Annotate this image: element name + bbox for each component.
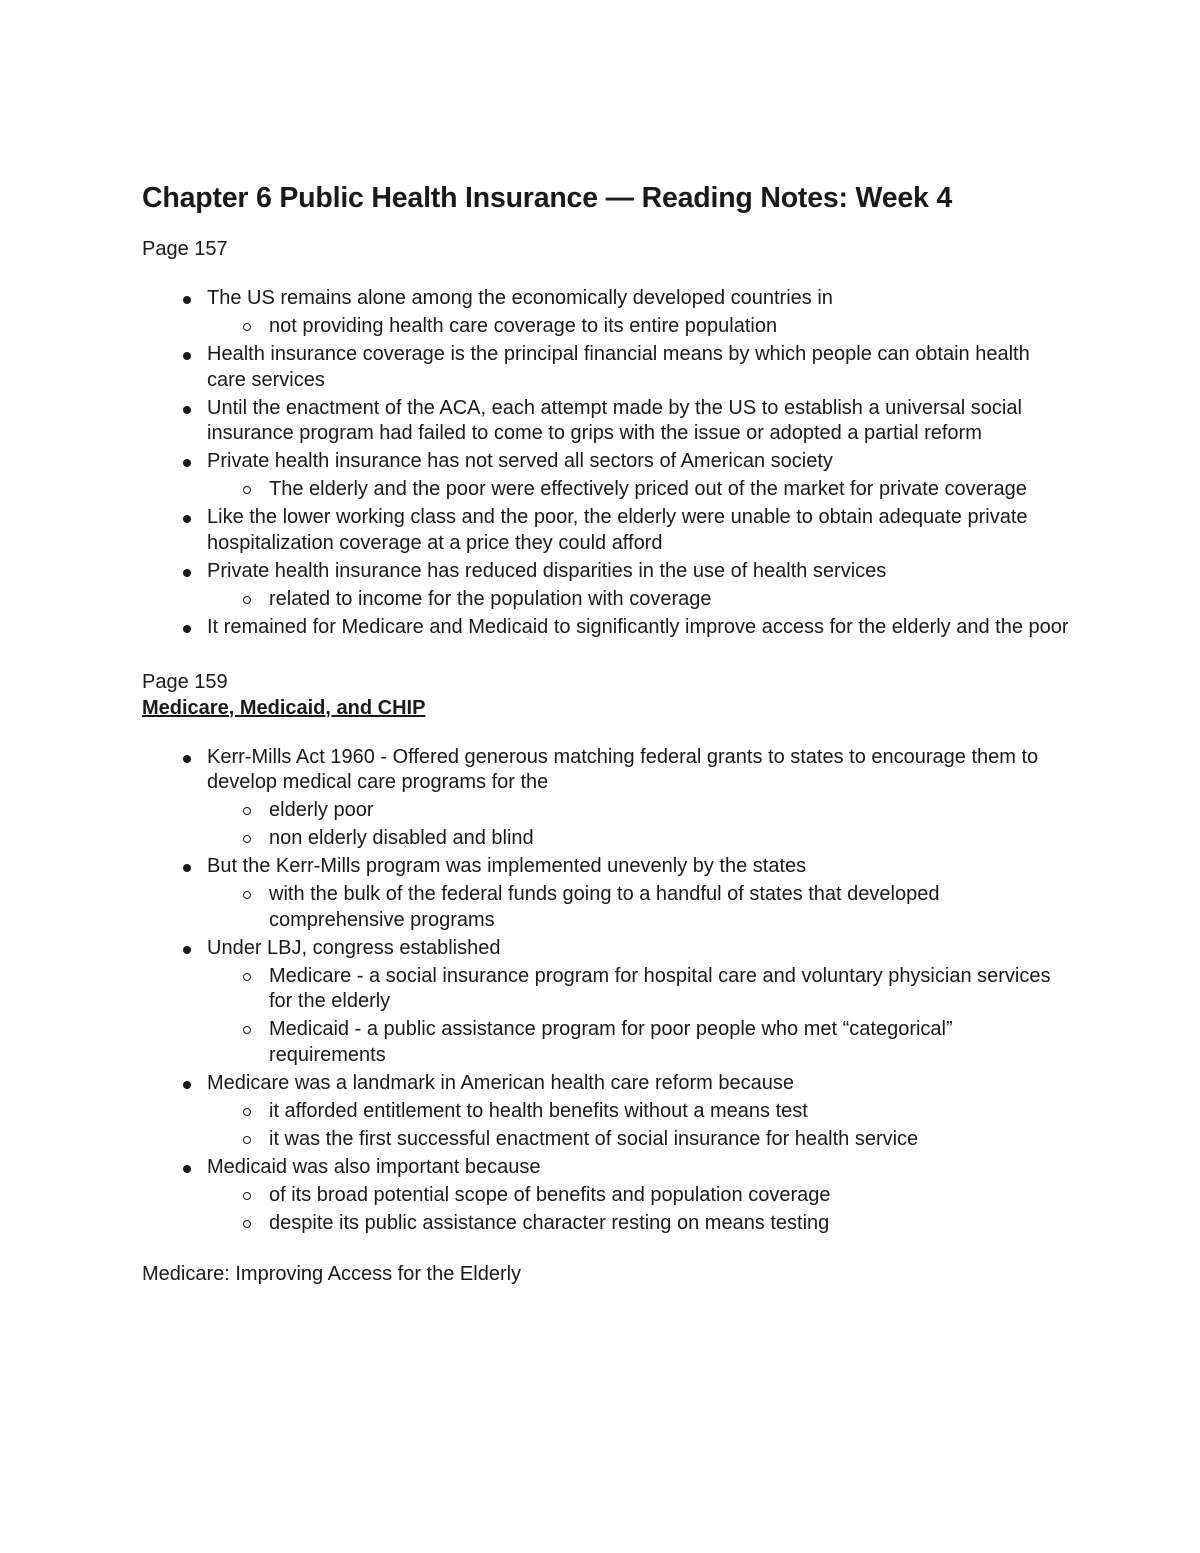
sub-list [207, 587, 1072, 613]
bullet-icon [183, 864, 191, 872]
sub-list-item [207, 1211, 1072, 1237]
sub-list [207, 1183, 1072, 1237]
sub-list-item [207, 1017, 1072, 1068]
sub-list-item-text: Medicare - a social insurance program for hospital care and voluntary physician services for the elderly [269, 964, 1051, 1012]
document-page [142, 178, 1072, 1287]
notes-list-page-157 [142, 286, 1072, 640]
bullet-icon [183, 946, 191, 954]
sub-list-item [207, 826, 1072, 852]
list-item [142, 1071, 1072, 1153]
list-item [142, 615, 1072, 641]
sub-list-item-text: Medicaid - a public assistance program for poor people who met “categorical” requirements [269, 1018, 953, 1066]
hollow-bullet-icon [243, 973, 251, 981]
list-item [142, 1155, 1072, 1237]
spacer [142, 1239, 1072, 1261]
page-label-157: Page 157 [142, 238, 228, 260]
list-item [142, 286, 1072, 340]
sub-list-item [207, 314, 1072, 340]
hollow-bullet-icon [243, 891, 251, 899]
list-item-text: It remained for Medicare and Medicaid to significantly improve access for the elderly and the poor [207, 615, 1069, 638]
list-item-text: The US remains alone among the economically developed countries in [207, 287, 833, 309]
spacer [142, 721, 1072, 745]
sub-list-item [207, 1127, 1072, 1153]
bullet-icon [183, 352, 191, 360]
spacer [142, 643, 1072, 669]
sub-list-item-text: with the bulk of the federal funds going to a handful of states that developed comprehensive programs [269, 883, 940, 931]
bullet-icon [183, 625, 191, 633]
bullet-icon [183, 755, 191, 763]
sub-list-item [207, 798, 1072, 824]
bullet-icon [183, 515, 191, 523]
hollow-bullet-icon [243, 1192, 251, 1200]
spacer [142, 262, 1072, 286]
page-title: Chapter 6 Public Health Insurance — Reading Notes: Week 4 [142, 182, 953, 214]
section-heading: Medicare, Medicaid, and CHIP [142, 696, 426, 719]
list-item [142, 936, 1072, 1069]
hollow-bullet-icon [243, 1136, 251, 1144]
sub-list-item-text: elderly poor [269, 799, 374, 821]
list-item [142, 854, 1072, 933]
hollow-bullet-icon [243, 1220, 251, 1228]
hollow-bullet-icon [243, 807, 251, 815]
sub-list-item [207, 477, 1072, 503]
hollow-bullet-icon [243, 1108, 251, 1116]
sub-list-item-text: non elderly disabled and blind [269, 827, 534, 849]
list-item-text: Private health insurance has not served all sectors of American society [207, 450, 833, 472]
list-item-text: Until the enactment of the ACA, each attempt made by the US to establish a universal social insurance program had failed to come to grips with the issue or adopted a partial reform [207, 396, 1022, 444]
bullet-icon [183, 569, 191, 577]
sub-list [207, 477, 1072, 503]
list-item [142, 396, 1072, 447]
hollow-bullet-icon [243, 1026, 251, 1034]
sub-list-item-text: it afforded entitlement to health benefits without a means test [269, 1099, 808, 1122]
list-item [142, 559, 1072, 613]
sub-list [207, 798, 1072, 852]
hollow-bullet-icon [243, 835, 251, 843]
list-item [142, 342, 1072, 393]
sub-list-item [207, 587, 1072, 613]
page-label-159: Page 159 [142, 670, 228, 693]
bullet-icon [183, 1081, 191, 1089]
list-item-text: Like the lower working class and the poor, the elderly were unable to obtain adequate private hospitalization coverage at a price they could afford [207, 506, 1028, 554]
bullet-icon [183, 459, 191, 467]
hollow-bullet-icon [243, 486, 251, 494]
list-item-text: Medicare was a landmark in American health care reform because [207, 1071, 794, 1094]
sub-list-item [207, 964, 1072, 1015]
list-item-text: Kerr-Mills Act 1960 - Offered generous matching federal grants to states to encourage them to develop medical care programs for the [207, 745, 1039, 793]
list-item [142, 449, 1072, 503]
sub-list-item-text: despite its public assistance character resting on means testing [269, 1211, 830, 1234]
sub-list [207, 1099, 1072, 1153]
list-item-text: Health insurance coverage is the principal financial means by which people can obtain health care services [207, 343, 1030, 391]
spacer [142, 218, 1072, 236]
subsection-heading: Medicare: Improving Access for the Elderly [142, 1262, 522, 1285]
sub-list-item [207, 882, 1072, 933]
list-item [142, 505, 1072, 556]
bullet-icon [183, 1165, 191, 1173]
sub-list [207, 314, 1072, 340]
sub-list [207, 882, 1072, 933]
sub-list-item [207, 1099, 1072, 1125]
list-item [142, 745, 1072, 852]
sub-list-item [207, 1183, 1072, 1209]
sub-list-item-text: of its broad potential scope of benefits and population coverage [269, 1183, 831, 1206]
sub-list-item-text: related to income for the population with coverage [269, 587, 712, 610]
bullet-icon [183, 296, 191, 304]
list-item-text: Medicaid was also important because [207, 1155, 541, 1178]
list-item-text: Private health insurance has reduced disparities in the use of health services [207, 559, 887, 582]
list-item-text: Under LBJ, congress established [207, 936, 501, 959]
notes-list-page-159 [142, 745, 1072, 1237]
hollow-bullet-icon [243, 596, 251, 604]
sub-list-item-text: The elderly and the poor were effectively priced out of the market for private coverage [269, 478, 1027, 500]
sub-list-item-text: not providing health care coverage to its entire population [269, 315, 778, 337]
list-item-text: But the Kerr-Mills program was implemented unevenly by the states [207, 855, 807, 877]
hollow-bullet-icon [243, 323, 251, 331]
sub-list-item-text: it was the first successful enactment of social insurance for health service [269, 1127, 919, 1150]
bullet-icon [183, 406, 191, 414]
sub-list [207, 964, 1072, 1069]
